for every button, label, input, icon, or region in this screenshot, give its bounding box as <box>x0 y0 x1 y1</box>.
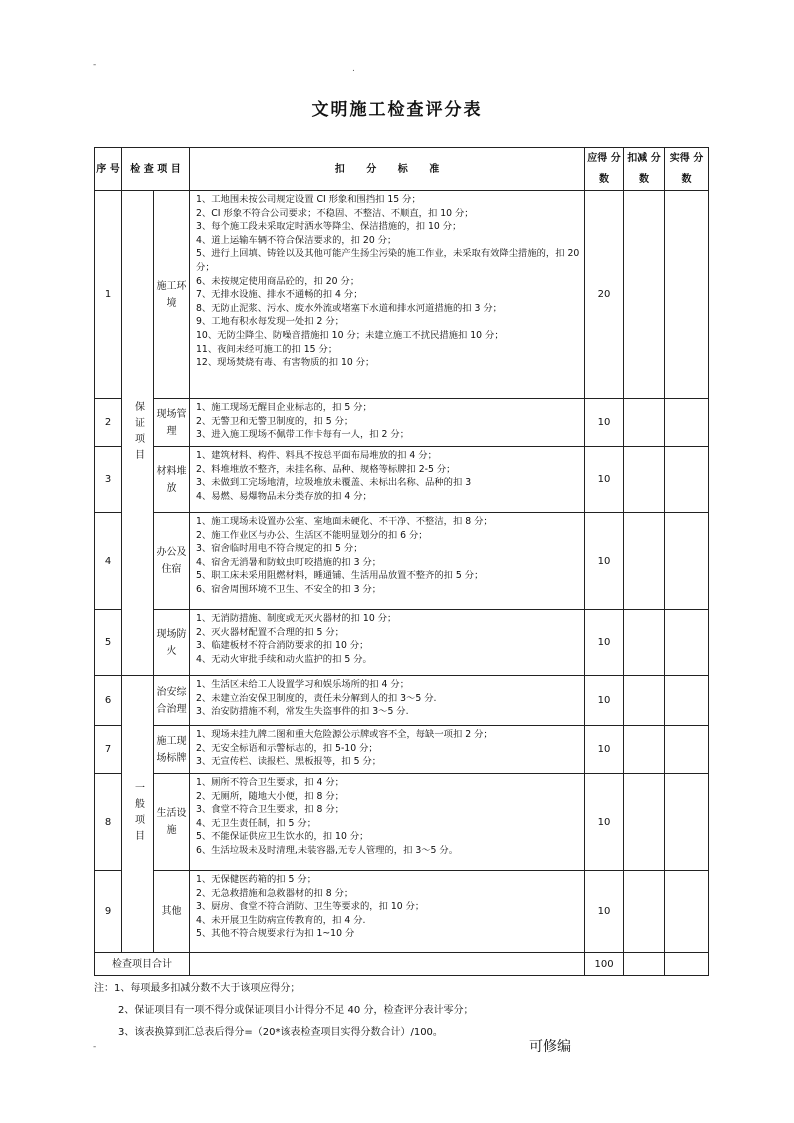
standard-item: 7、无排水设施、排水不通畅的扣 4 分； <box>196 289 363 301</box>
standard-item: 3、未做到工完场地清，垃圾堆放未覆盖、未标出名称、品种的扣 3 <box>196 477 472 489</box>
page-mark-top: - <box>93 60 97 70</box>
row-actual-cell[interactable] <box>665 610 709 676</box>
standard-item: 11、夜间未经可施工的扣 15 分； <box>196 343 338 355</box>
standard-item: 1、无保健医药箱的扣 5 分； <box>196 874 317 885</box>
row-standards <box>190 447 585 513</box>
row-category: 生活设施 <box>154 774 190 871</box>
standard-item: 2、CI 形象不符合公司要求；不稳固、不整洁、不顺直，扣 10 分； <box>196 207 474 219</box>
standard-item: 2、无安全标语和示警标志的，扣 5-10 分； <box>196 742 378 754</box>
group-general <box>122 676 154 953</box>
page-mark-bottom: - <box>93 1042 97 1052</box>
row-deduct-cell[interactable] <box>624 399 665 447</box>
row-category: 治安综合治理 <box>154 676 190 726</box>
note-line: 3、该表换算到汇总表后得分=（20*该表检查项目实得分数合计）/100。 <box>118 1027 443 1038</box>
row-standards <box>190 399 585 447</box>
group-label: 保证项目 <box>132 401 144 465</box>
standard-item: 3、宿舍临时用电不符合规定的扣 5 分； <box>196 543 363 555</box>
standard-item: 3、无宣传栏、读报栏、黑板报等，扣 5 分； <box>196 756 382 768</box>
standard-item: 6、生活垃圾未及时清理,未装容器,无专人管理的，扣 3～5 分。 <box>196 844 459 856</box>
row-standards <box>190 774 585 871</box>
row-due-score: 10 <box>585 399 624 447</box>
header-actual: 实得 分数 <box>665 148 709 191</box>
table-row <box>95 191 709 399</box>
row-category: 其他 <box>154 871 190 953</box>
standard-item: 1、现场未挂九牌二图和重大危险源公示牌或容不全，每缺一项扣 2 分； <box>196 729 493 740</box>
document-title: 文明施工检查评分表 <box>311 100 483 120</box>
inspection-score-table <box>94 147 709 976</box>
header-item: 检 查 项 目 <box>122 148 190 191</box>
row-standards <box>190 513 585 610</box>
total-deduct-cell[interactable] <box>624 953 665 976</box>
row-standards <box>190 676 585 726</box>
standard-item: 2、施工作业区与办公、生活区不能明显划分的扣 6 分； <box>196 529 428 541</box>
table-row <box>95 871 709 953</box>
standard-item: 3、临建板材不符合消防要求的扣 10 分； <box>196 640 369 652</box>
row-due-score: 20 <box>585 191 624 399</box>
row-actual-cell[interactable] <box>665 513 709 610</box>
row-due-score: 10 <box>585 447 624 513</box>
row-deduct-cell[interactable] <box>624 726 665 774</box>
header-seq: 序 号 <box>95 148 122 191</box>
standard-item: 1、建筑材料、构件、料具不按总平面布局堆放的扣 4 分； <box>196 450 437 461</box>
row-due-score: 10 <box>585 774 624 871</box>
row-category: 材料堆放 <box>154 447 190 513</box>
row-deduct-cell[interactable] <box>624 513 665 610</box>
row-seq: 6 <box>95 676 122 726</box>
table-row <box>95 774 709 871</box>
standard-item: 2、料堆堆放不整齐，未挂名称、品种、规格等标牌扣 2-5 分； <box>196 463 456 475</box>
row-category: 办公及住宿 <box>154 513 190 610</box>
row-actual-cell[interactable] <box>665 676 709 726</box>
row-deduct-cell[interactable] <box>624 191 665 399</box>
row-due-score: 10 <box>585 726 624 774</box>
row-category: 现场管理 <box>154 399 190 447</box>
standard-item: 5、职工床未采用阻燃材料，睡通铺、生活用品放置不整齐的扣 5 分； <box>196 570 484 582</box>
row-category: 施工环境 <box>154 191 190 399</box>
row-category: 现场防火 <box>154 610 190 676</box>
row-deduct-cell[interactable] <box>624 774 665 871</box>
row-standards <box>190 871 585 953</box>
row-seq: 4 <box>95 513 122 610</box>
note-line: 注：1、每项最多扣减分数不大于该项应得分； <box>94 983 301 994</box>
standard-item: 4、道上运输车辆不符合保洁要求的，扣 20 分； <box>196 234 397 246</box>
standard-item: 1、施工现场无醒目企业标志的，扣 5 分； <box>196 402 372 413</box>
standard-item: 3、食堂不符合卫生要求，扣 8 分； <box>196 804 344 816</box>
total-row <box>95 953 709 976</box>
row-seq: 3 <box>95 447 122 513</box>
standard-item: 4、未开展卫生防病宣传教育的，扣 4 分. <box>196 914 366 926</box>
standard-item: 2、无警卫和无警卫制度的，扣 5 分； <box>196 415 354 427</box>
notes-section <box>94 978 473 1044</box>
row-standards <box>190 726 585 774</box>
standard-item: 3、每个施工段未采取定时洒水等降尘、保洁措施的，扣 10 分； <box>196 221 462 233</box>
row-seq: 7 <box>95 726 122 774</box>
row-actual-cell[interactable] <box>665 774 709 871</box>
standard-item: 12、现场焚烧有毒、有害物质的扣 10 分； <box>196 357 375 369</box>
table-row <box>95 676 709 726</box>
standard-item: 3、进入施工现场不佩带工作卡每有一人，扣 2 分； <box>196 429 409 441</box>
row-due-score: 10 <box>585 871 624 953</box>
standard-item: 4、无卫生责任制，扣 5 分； <box>196 817 317 829</box>
standard-item: 1、工地围未按公司规定设置 CI 形象和围挡扣 15 分； <box>196 194 421 205</box>
standard-item: 1、施工现场未设置办公室、室地面未硬化、不干净、不整洁，扣 8 分； <box>196 516 493 527</box>
standard-item: 1、厕所不符合卫生要求，扣 4 分； <box>196 777 344 788</box>
total-label: 检查项目合计 <box>95 953 190 976</box>
row-deduct-cell[interactable] <box>624 871 665 953</box>
standard-item: 5、不能保证供应卫生饮水的，扣 10 分； <box>196 831 369 843</box>
table-row <box>95 610 709 676</box>
header-deduct: 扣减 分数 <box>624 148 665 191</box>
row-seq: 5 <box>95 610 122 676</box>
row-actual-cell[interactable] <box>665 726 709 774</box>
standard-item: 2、未建立治安保卫制度的，责任未分解到人的扣 3～5 分. <box>196 692 437 704</box>
standard-item: 8、无防止泥浆、污水、废水外流或堵塞下水道和排水河道措施的扣 3 分； <box>196 302 502 314</box>
page-mark-top-center: . <box>352 64 355 74</box>
table-row <box>95 513 709 610</box>
row-seq: 2 <box>95 399 122 447</box>
note-line: 2、保证项目有一项不得分或保证项目小计得分不足 40 分，检查评分表计零分； <box>118 1005 474 1016</box>
standard-item: 5、进行上回填、铸铨以及其他可能产生扬尘污染的施工作业，未采取有效降尘措施的，扣 20 分； <box>196 248 580 273</box>
row-actual-cell[interactable] <box>665 871 709 953</box>
standard-item: 4、宿舍无消暑和防蚊虫叮咬措施的扣 3 分； <box>196 556 382 568</box>
table-row <box>95 447 709 513</box>
row-actual-cell[interactable] <box>665 447 709 513</box>
row-seq: 9 <box>95 871 122 953</box>
total-score: 100 <box>585 953 624 976</box>
row-category: 施工现场标牌 <box>154 726 190 774</box>
group-guarantee <box>122 191 154 676</box>
table-row <box>95 726 709 774</box>
editable-watermark: 可修编 <box>529 1039 571 1055</box>
standard-item: 1、生活区未给工人设置学习和娱乐场所的扣 4 分； <box>196 679 409 690</box>
group-label: 一般项目 <box>132 782 144 846</box>
standard-item: 6、宿舍周围环境不卫生、不安全的扣 3 分； <box>196 583 382 595</box>
standard-item: 5、其他不符合规要求行为扣 1~10 分 <box>196 928 355 940</box>
standard-item: 1、无消防措施、制度或无灭火器材的扣 10 分； <box>196 613 397 624</box>
standard-item: 3、治安防措施不利，常发生失盗事件的扣 3～5 分. <box>196 706 409 718</box>
row-deduct-cell[interactable] <box>624 676 665 726</box>
standard-item: 2、无厕所，随地大小便，扣 8 分； <box>196 790 344 802</box>
row-seq: 1 <box>95 191 122 399</box>
standard-item: 10、无防尘降尘、防噪音措施扣 10 分；未建立施工不扰民措施扣 10 分； <box>196 329 504 341</box>
standard-item: 3、厨房、食堂不符合消防、卫生等要求的，扣 10 分； <box>196 901 425 913</box>
header-standard: 扣 分 标 准 <box>190 148 585 191</box>
row-seq: 8 <box>95 774 122 871</box>
row-standards <box>190 191 585 399</box>
standard-item: 4、易燃、易爆物品未分类存放的扣 4 分； <box>196 490 372 502</box>
standard-item: 2、无急救措施和急救器材的扣 8 分； <box>196 887 354 899</box>
table-header-row <box>95 148 709 191</box>
row-due-score: 10 <box>585 513 624 610</box>
row-due-score: 10 <box>585 676 624 726</box>
row-deduct-cell[interactable] <box>624 447 665 513</box>
standard-item: 2、灭火器材配置不合理的扣 5 分； <box>196 626 344 638</box>
standard-item: 9、工地有积水每发现一处扣 2 分； <box>196 316 344 328</box>
standard-item: 4、无动火审批手续和动火监护的扣 5 分。 <box>196 653 372 665</box>
row-standards <box>190 610 585 676</box>
row-deduct-cell[interactable] <box>624 610 665 676</box>
row-actual-cell[interactable] <box>665 191 709 399</box>
standard-item: 6、未按规定使用商品砼的，扣 20 分； <box>196 275 360 287</box>
row-actual-cell[interactable] <box>665 399 709 447</box>
total-standard-cell <box>190 953 585 976</box>
table-row <box>95 399 709 447</box>
row-due-score: 10 <box>585 610 624 676</box>
total-actual-cell[interactable] <box>665 953 709 976</box>
header-due: 应得 分数 <box>585 148 624 191</box>
